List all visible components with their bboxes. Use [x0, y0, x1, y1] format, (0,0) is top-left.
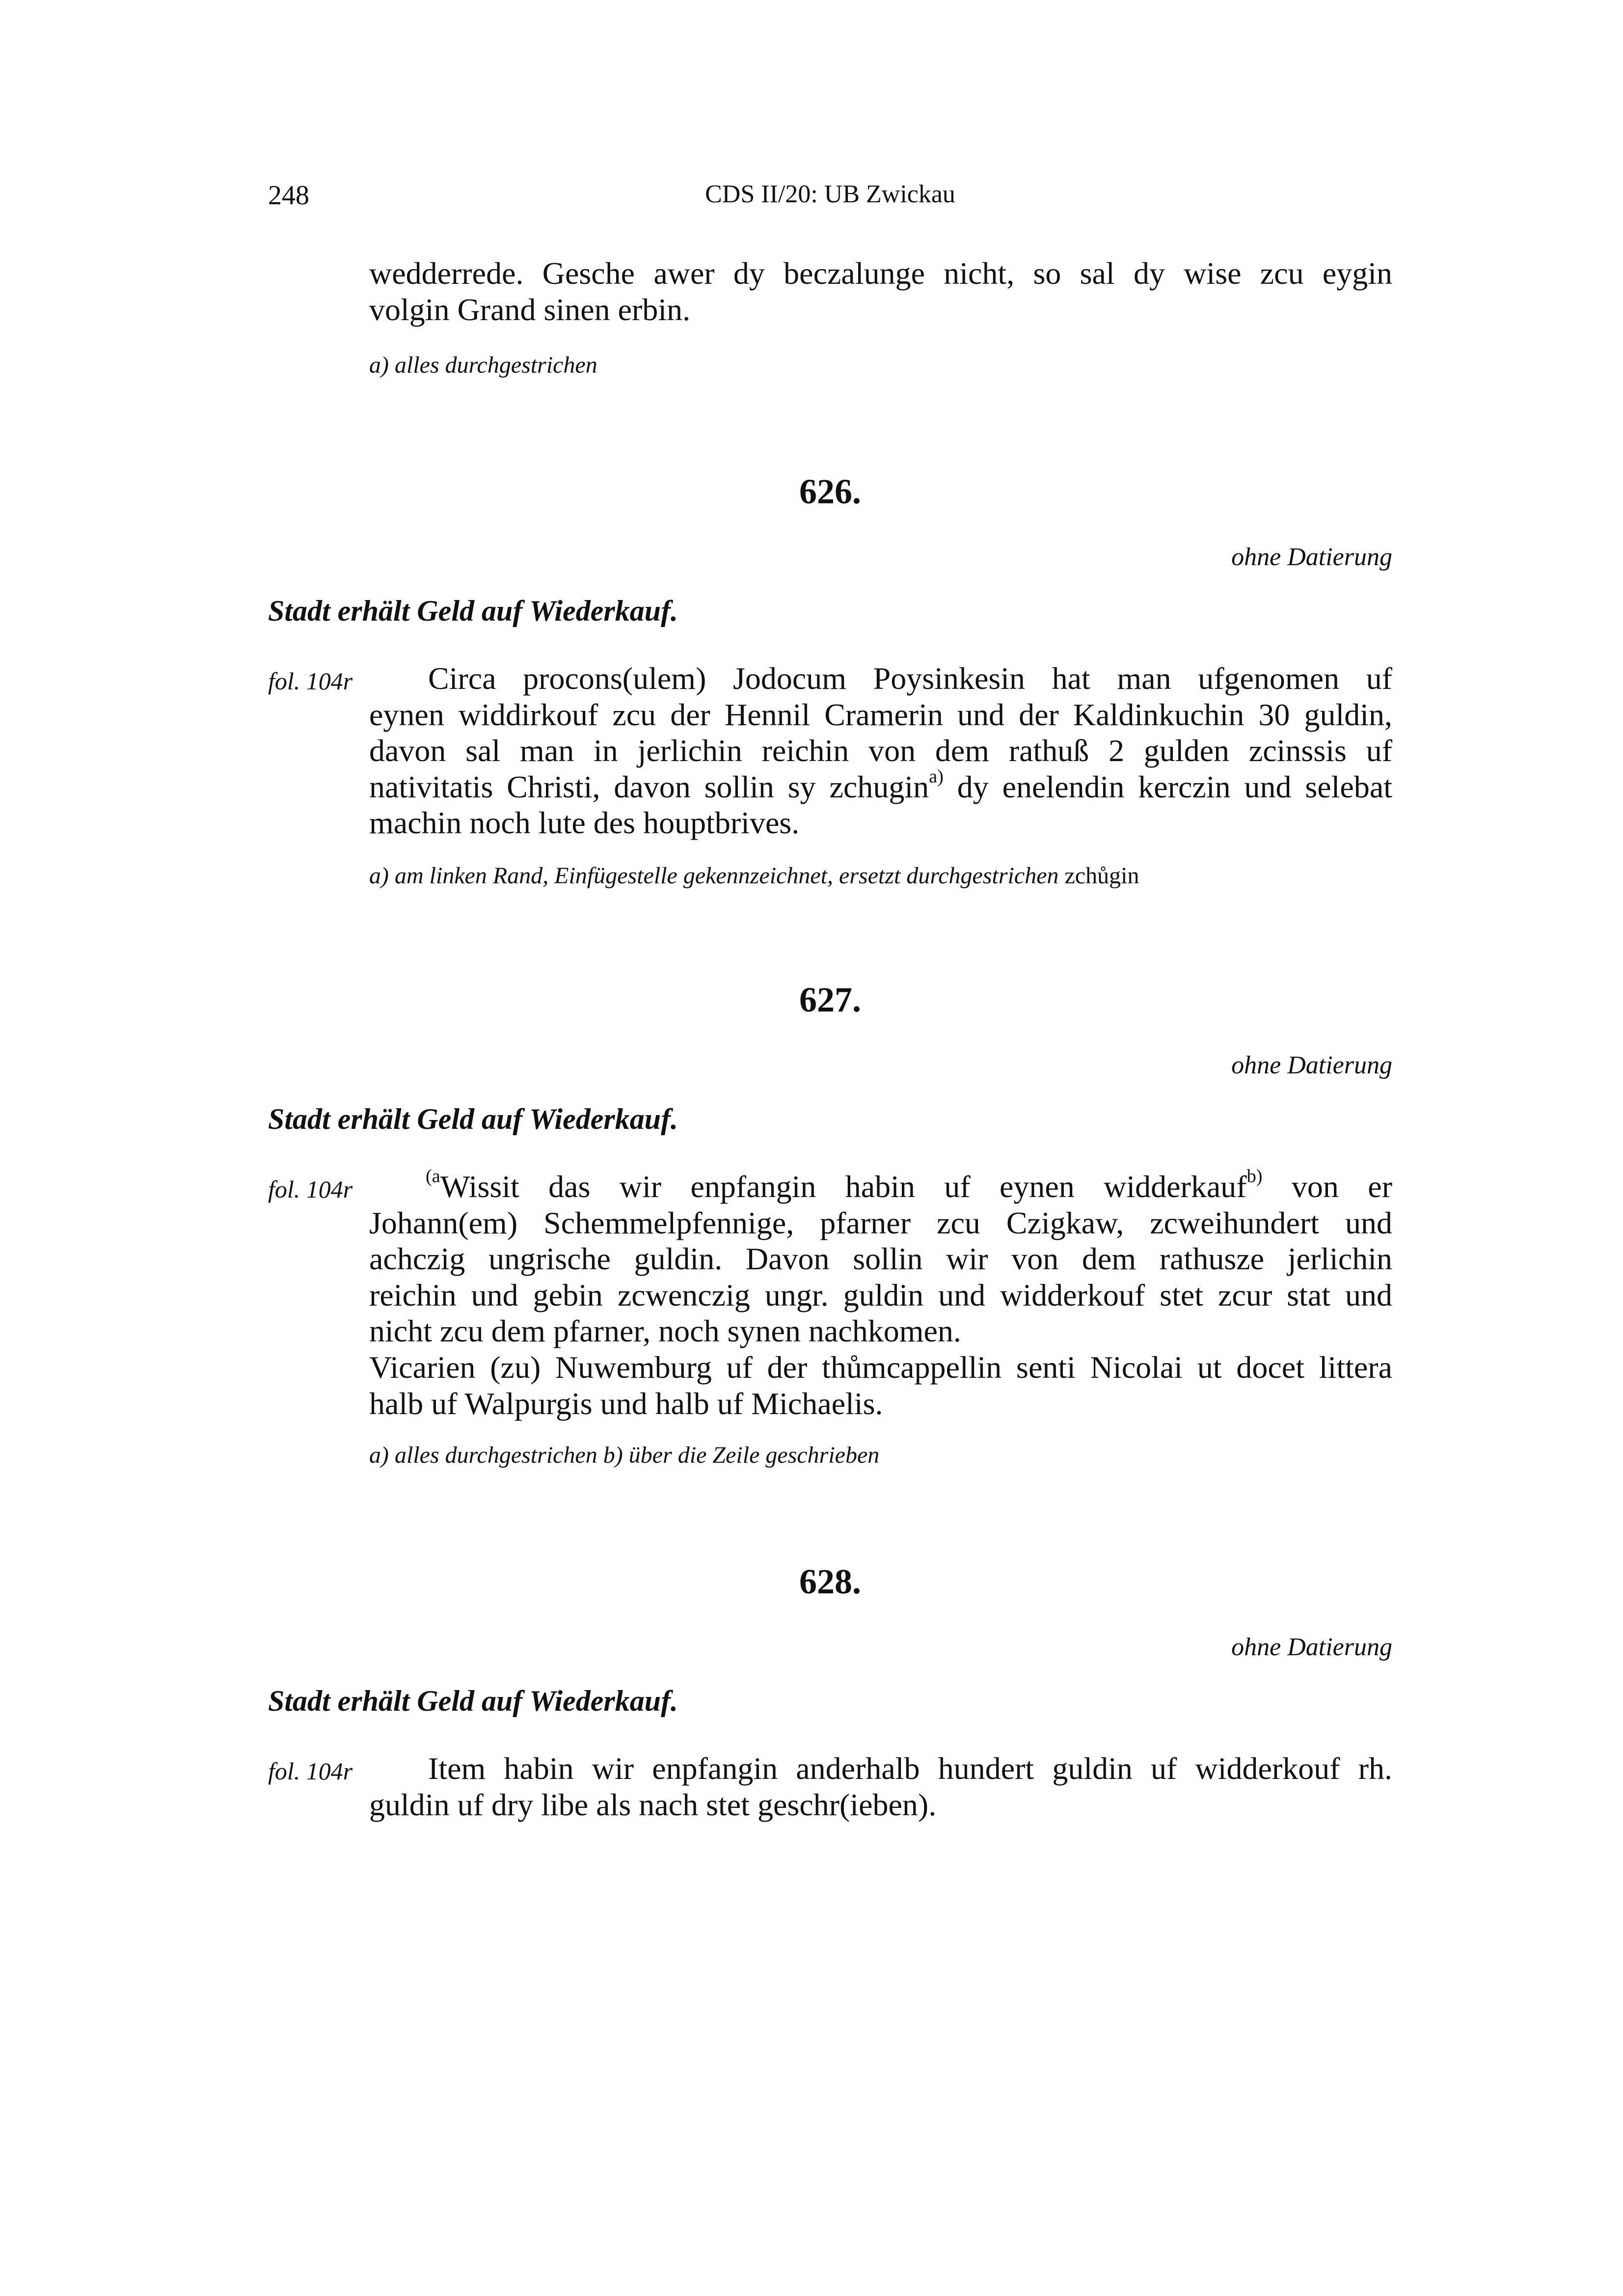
footnote-word: zchůgin [1064, 863, 1139, 889]
carryover-paragraph [369, 255, 1392, 328]
text-line: guldin uf dry libe als nach stet geschr(ieben). [369, 1787, 937, 1822]
text-segment: nativitatis Christi, davon sollin sy zchugin [369, 769, 929, 804]
footnote-marker: b) [1246, 1166, 1263, 1187]
footnote-marker: a) [929, 766, 944, 787]
text-line: Johann(em) Schemmelpfennige, pfarner zcu Czigkaw, zcweihundert und [369, 1205, 1392, 1240]
entry-footnote-627: a) alles durchgestrichen b) über die Zeile geschrieben [369, 1442, 880, 1468]
text-line [369, 1166, 1393, 1205]
footnote-text: a) am linken Rand, Einfügestelle gekennzeichnet, ersetzt durchgestrichen [369, 863, 1059, 889]
text-line: davon sal man in jerlichin reichin von dem rathuß 2 gulden zcinssis uf [369, 733, 1392, 768]
carryover-footnote: a) alles durchgestrichen [369, 352, 597, 378]
entry-number-628: 628. [799, 1562, 861, 1601]
page-header [268, 180, 1392, 219]
entry-title-628: Stadt erhält Geld auf Wiederkauf. [268, 1685, 678, 1717]
entry-number-626: 626. [799, 472, 861, 511]
text-line: achczig ungrische guldin. Davon sollin wir von dem rathusze jerlichin [369, 1241, 1392, 1277]
folio-reference-628: fol. 104r [268, 1757, 353, 1785]
text-line: volgin Grand sinen erbin. [369, 292, 691, 327]
text-line: machin noch lute des houptbrives. [369, 805, 800, 841]
text-line: nicht zcu dem pfarner, noch synen nachkomen. [369, 1313, 961, 1349]
text-line: halb uf Walpurgis und halb uf Michaelis. [369, 1386, 883, 1421]
text-line: Vicarien (zu) Nuwemburg uf der thůmcappellin senti Nicolai ut docet littera [369, 1349, 1392, 1385]
entry-text-626 [369, 660, 1392, 841]
text-line: reichin und gebin zcwenczig ungr. guldin und widderkouf stet zcur stat und [369, 1277, 1392, 1312]
text-line: eynen widdirkouf zcu der Hennil Cramerin und der Kaldinkuchin 30 guldin, [369, 697, 1392, 732]
entry-footnote-626 [369, 862, 1392, 890]
text-line: Item habin wir enpfangin anderhalb hundert guldin uf widderkouf rh. [428, 1751, 1392, 1786]
text-segment: von er [1262, 1169, 1393, 1204]
running-title: CDS II/20: UB Zwickau [705, 180, 955, 208]
entry-title-626: Stadt erhält Geld auf Wiederkauf. [268, 595, 678, 627]
text-line [369, 766, 1393, 805]
entry-date-626: ohne Datierung [1231, 543, 1392, 571]
folio-reference-627: fol. 104r [268, 1175, 353, 1203]
entry-text-627 [369, 1166, 1393, 1421]
entry-date-628: ohne Datierung [1231, 1633, 1392, 1661]
entry-text-628 [369, 1750, 1392, 1823]
text-line: wedderrede. Gesche awer dy beczalunge nicht, so sal dy wise zcu eygin [369, 256, 1392, 291]
folio-reference-626: fol. 104r [268, 667, 353, 695]
entry-number-627: 627. [799, 980, 861, 1019]
entry-title-627: Stadt erhält Geld auf Wiederkauf. [268, 1103, 678, 1135]
text-segment: Wissit das wir enpfangin habin uf eynen widderkauf [440, 1169, 1247, 1204]
text-line: Circa procons(ulem) Jodocum Poysinkesin hat man ufgenomen uf [428, 661, 1392, 696]
footnote-marker: (a [426, 1166, 440, 1187]
entry-date-627: ohne Datierung [1231, 1051, 1392, 1079]
page-number: 248 [268, 180, 309, 211]
text-segment: dy enelendin kerczin und selebat [943, 769, 1393, 804]
